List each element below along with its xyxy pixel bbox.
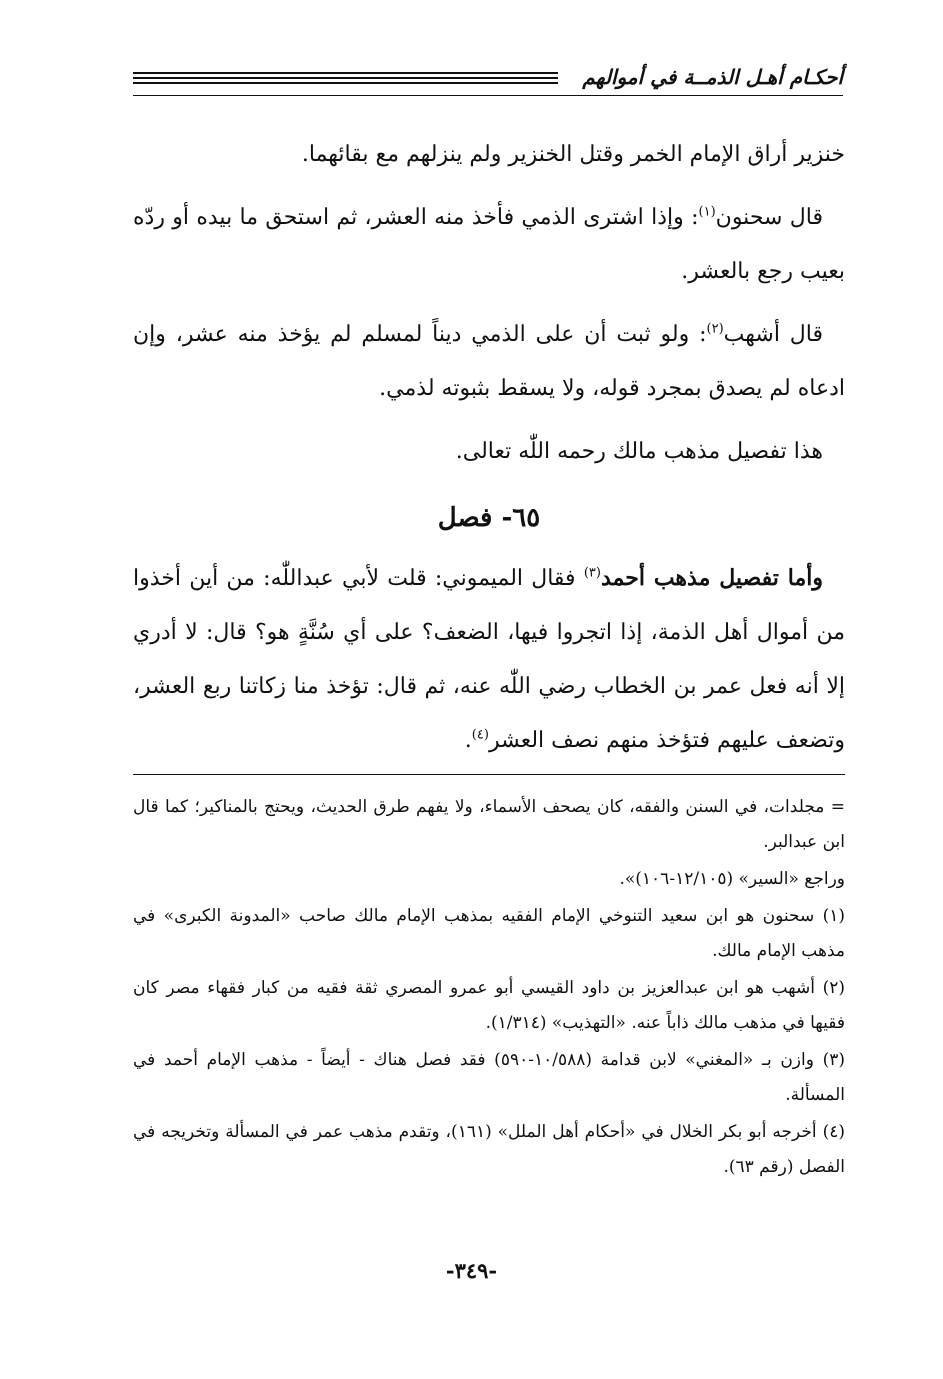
footnote-3: (٣) وازن بـ «المغني» لابن قدامة (١٠/٥٨٨-٥٩٠) فقد فصل هناك - أيضاً - مذهب الإمام أحمد في المسألة. — [133, 1050, 845, 1105]
footnote-separator — [133, 774, 845, 775]
paragraph-3: قال أشهب$^{(٢)}$: ولو ثبت أن على الذمي ديناً لمسلم لم يؤخذ منه عشر، وإن ادعاه لم يصدق بمجرد قوله، ولا يسقط بثبوته لذمي. — [133, 321, 845, 401]
footnote-ref-4[interactable]: (٤) — [471, 727, 489, 743]
footnote-2: (٢) أشهب هو ابن عبدالعزيز بن داود القيسي أبو عمرو المصري ثقة فقيه من كبار فقهاء مصر كان فقيها في مذهب مالك ذاباً عنه. «التهذيب» (١/٣١٤). — [133, 978, 845, 1033]
running-header-title: أحكـام أهـل الذمــة في أموالهم — [582, 65, 843, 89]
paragraph-1: خنزير أراق الإمام الخمر وقتل الخنزير ولم ينزلهم مع بقائهما. — [301, 142, 845, 167]
header-rule-lines — [133, 72, 558, 87]
main-text — [133, 128, 845, 768]
footnote-ref-1[interactable]: (١) — [698, 204, 716, 220]
footnote-4: (٤) أخرجه أبو بكر الخلال في «أحكام أهل الملل» (١٦١)، وتقدم مذهب عمر في المسألة وتخريجه في الفصل (رقم ٦٣). — [133, 1122, 845, 1177]
bold-lead: وأما تفصيل مذهب أحمد — [600, 565, 823, 591]
running-header — [133, 62, 843, 102]
footnote-continuation-ref: وراجع «السير» (١٢/١٠٥-١٠٦)». — [619, 869, 845, 889]
section-heading: ٦٥- فصل — [437, 503, 541, 533]
footnote-1: (١) سحنون هو ابن سعيد التنوخي الإمام الفقيه بمذهب الإمام مالك صاحب «المدونة الكبرى» في مذهب الإمام مالك. — [133, 906, 845, 961]
page-number: -٣٤٩- — [445, 1258, 498, 1283]
footnote-ref-3[interactable]: (٣) — [583, 565, 601, 581]
paragraph-4: هذا تفصيل مذهب مالك رحمه اللّٰه تعالى. — [455, 439, 823, 464]
footnote-ref-2[interactable]: (٢) — [706, 321, 724, 337]
paragraph-2: قال سحنون$^{(١)}$: وإذا اشترى الذمي فأخذ منه العشر، ثم استحق ما بيده أو ردّه بعيب رجع بالعشر. — [133, 204, 845, 284]
footnote-continuation: = مجلدات، في السنن والفقه، كان يصحف الأسماء، ولا يفهم طرق الحديث، ويحتج بالمناكير؛ كما قال ابن عبدالبر. — [133, 797, 845, 852]
paragraph-5: وأما تفصيل مذهب أحمد$^{(٣)}$ فقال الميموني: قلت لأبي عبداللّٰه: من أين أخذوا من أموال أهل الذمة، إذا اتجروا فيها، الضعف؟ على أي سُنَّةٍ هو؟ قال: لا أدري إلا أنه فعل عمر بن الخطاب رضي اللّٰه عنه، ثم قال: تؤخذ منا زكاتنا ربع العشر، وتضعف عليهم فتؤخذ منهم نصف العشر$^{(٤)}$. — [133, 565, 845, 753]
header-underline — [133, 95, 843, 96]
footnotes — [133, 790, 845, 1187]
